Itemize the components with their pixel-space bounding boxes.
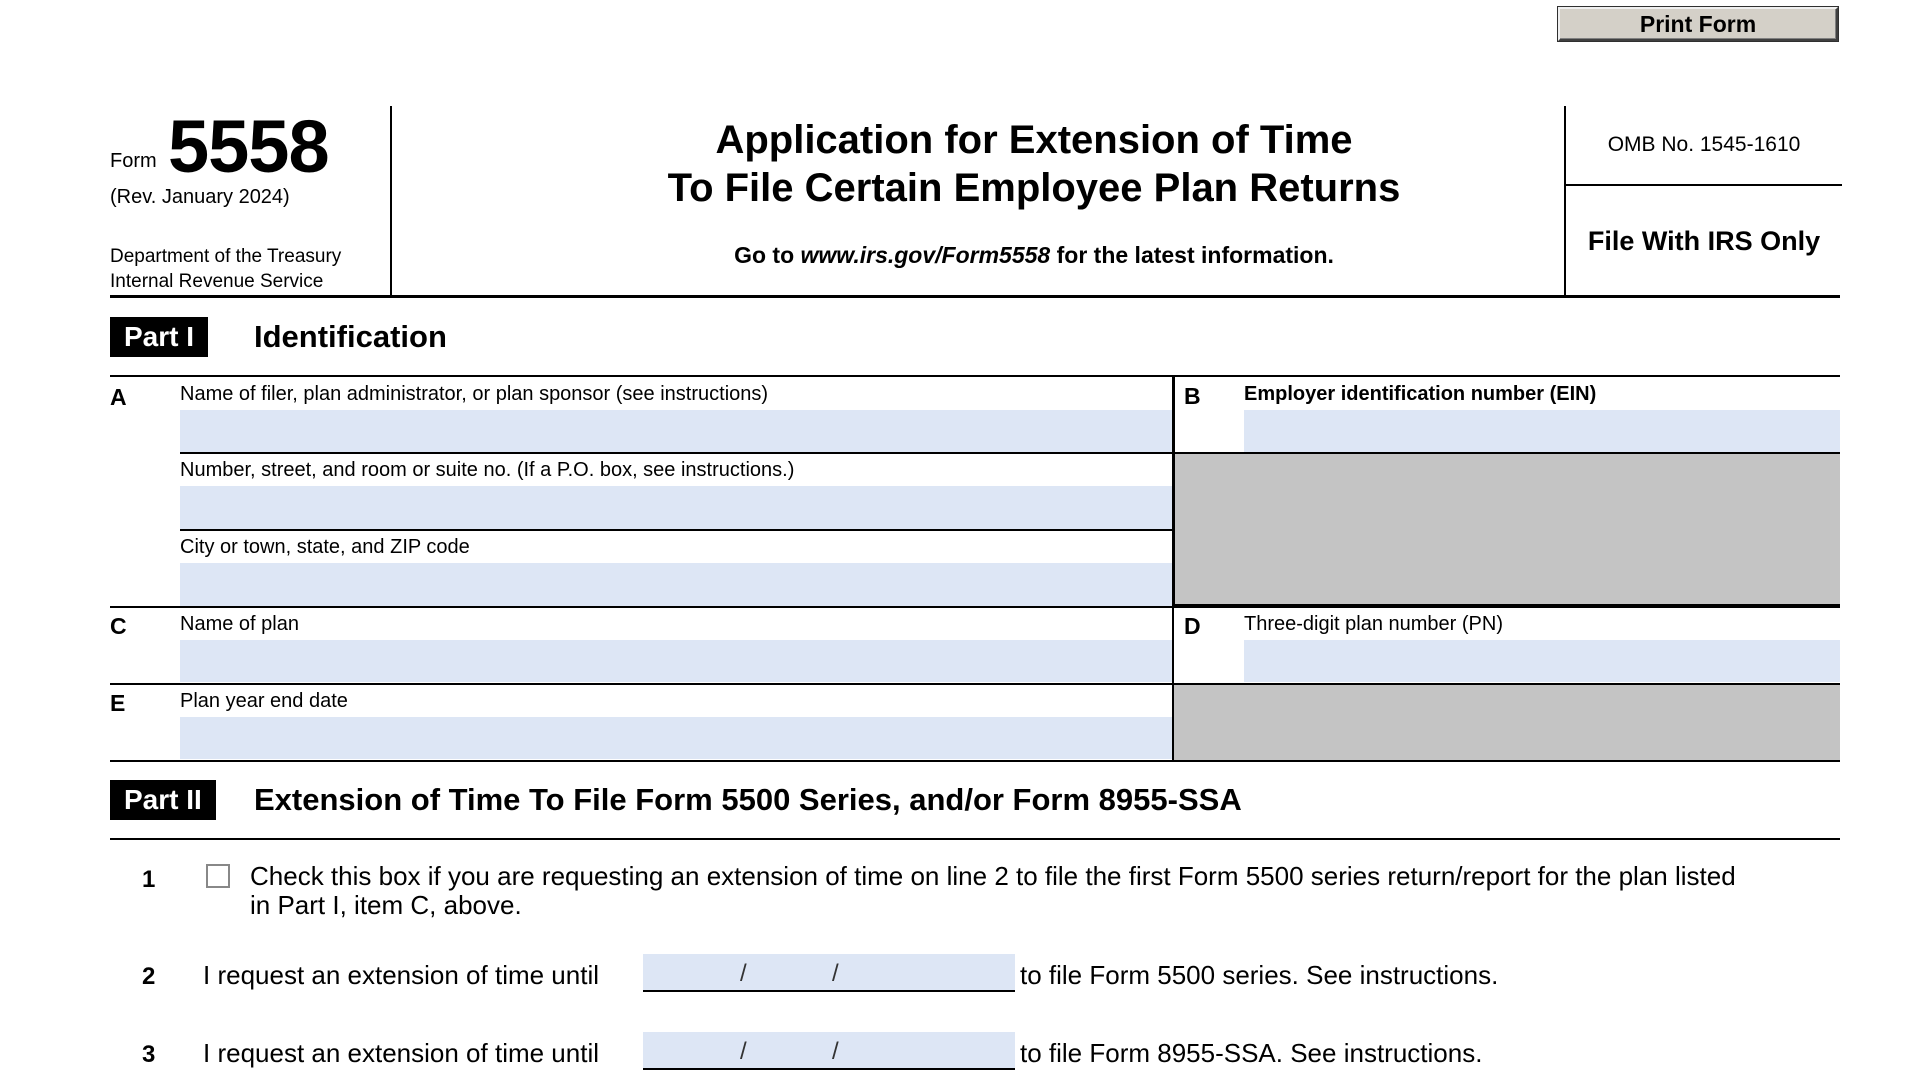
divider — [110, 606, 1840, 608]
form-word: Form — [110, 150, 157, 172]
form8955-extension-date-input[interactable] — [643, 1032, 1015, 1070]
divider — [1174, 452, 1840, 454]
plan-year-end-label: Plan year end date — [180, 690, 348, 712]
department-block — [110, 244, 390, 294]
line-1-text-a: Check this box if you are requesting an extension of time on line 2 to file the first Form 5500 series return/report for the plan listed — [250, 861, 1736, 891]
form-header — [110, 106, 1840, 298]
divider — [110, 760, 1840, 762]
city-label: City or town, state, and ZIP code — [180, 536, 470, 558]
part1-header — [110, 317, 1840, 359]
title-line-2: To File Certain Employee Plan Returns — [667, 166, 1401, 210]
line-3-suffix: to file Form 8955-SSA. See instructions. — [1020, 1038, 1483, 1068]
form5500-extension-date-input[interactable] — [643, 954, 1015, 992]
item-d-letter: D — [1184, 613, 1201, 639]
line-1-text — [250, 862, 1845, 920]
part1-title: Identification — [254, 319, 447, 354]
title-line-1: Application for Extension of Time — [715, 118, 1353, 162]
part2-title: Extension of Time To File Form 5500 Series, and/or Form 8955-SSA — [254, 782, 1242, 817]
line-2-prefix: I request an extension of time until — [203, 960, 600, 990]
shaded-area — [1174, 452, 1840, 606]
irs-url-link[interactable]: www.irs.gov/Form5558 — [800, 242, 1051, 268]
form-number: 5558 — [168, 105, 329, 188]
plan-name-input[interactable] — [180, 640, 1172, 682]
part1-tag: Part I — [110, 317, 208, 357]
line-3-number: 3 — [142, 1041, 156, 1068]
department-line: Department of the Treasury — [110, 246, 342, 267]
plan-number-label: Three-digit plan number (PN) — [1244, 613, 1503, 635]
form-title-block — [392, 106, 1676, 296]
line-1-number: 1 — [142, 866, 156, 893]
part2-header — [110, 780, 1840, 822]
street-input[interactable] — [180, 486, 1172, 529]
goto-instructions — [392, 242, 1676, 269]
plan-number-input[interactable] — [1244, 640, 1840, 682]
goto-suffix: for the latest information. — [1050, 242, 1334, 268]
street-label: Number, street, and room or suite no. (If a P.O. box, see instructions.) — [180, 459, 795, 481]
line-1-text-b: in Part I, item C, above. — [250, 890, 522, 920]
filer-name-label: Name of filer, plan administrator, or plan sponsor (see instructions) — [180, 383, 769, 405]
agency-line: Internal Revenue Service — [110, 271, 324, 292]
item-a-letter: A — [110, 384, 127, 410]
plan-name-label: Name of plan — [180, 613, 299, 635]
part2-tag: Part II — [110, 780, 216, 820]
date-separator: / — [832, 1038, 839, 1065]
omb-number: OMB No. 1545-1610 — [1566, 106, 1842, 186]
form-revision: (Rev. January 2024) — [110, 186, 290, 208]
city-input[interactable] — [180, 563, 1172, 606]
divider — [1172, 375, 1175, 606]
line-2-suffix: to file Form 5500 series. See instructions. — [1020, 960, 1499, 990]
date-separator: / — [832, 960, 839, 987]
file-with-irs: File With IRS Only — [1587, 225, 1821, 256]
divider — [180, 452, 1174, 454]
ein-label: Employer identification number (EIN) — [1244, 383, 1597, 405]
divider — [180, 529, 1174, 531]
date-separator: / — [740, 1038, 747, 1065]
shaded-area — [1174, 685, 1840, 760]
filer-name-input[interactable] — [180, 410, 1172, 452]
form-title — [392, 116, 1676, 212]
print-form-button[interactable]: Print Form — [1558, 7, 1838, 41]
line-2-number: 2 — [142, 963, 156, 990]
omb-block — [1564, 106, 1842, 296]
divider — [110, 838, 1840, 840]
first-return-checkbox[interactable] — [206, 864, 230, 888]
date-separator: / — [740, 960, 747, 987]
item-e-letter: E — [110, 690, 126, 716]
item-c-letter: C — [110, 613, 127, 639]
line-3-prefix: I request an extension of time until — [203, 1038, 600, 1068]
ein-input[interactable] — [1244, 410, 1840, 452]
goto-prefix: Go to — [734, 242, 801, 268]
divider — [110, 375, 1840, 377]
item-b-letter: B — [1184, 383, 1201, 409]
form-id-block — [110, 106, 392, 296]
plan-year-end-input[interactable] — [180, 717, 1172, 759]
